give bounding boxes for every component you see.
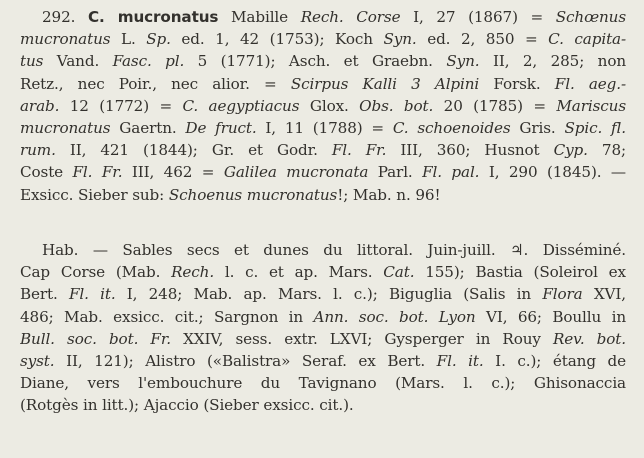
italic-citation-text: De fruct. [185,119,257,137]
italic-citation-text: Obs. bot. [359,96,434,115]
italic-citation-text: Spic. fl. [564,119,626,137]
italic-citation-text: syst. [20,352,55,370]
text-segment: Gris. [510,119,565,137]
text-segment: Hab. — Sables secs et dunes du littoral. Juin-juill. ♃. Disséminé. [42,241,626,259]
italic-citation-text: Ann. soc. bot. Lyon [313,307,476,326]
italic-citation-text: Syn. [446,52,480,71]
italic-citation-text: Fl. it. [69,285,116,304]
text-segment: 5 (1771); Asch. et Graebn. [184,52,447,71]
text-segment: 78; [587,141,626,160]
text-segment: !; Mab. n. 96! [337,185,441,204]
text-segment: I, 290 (1845). — [479,163,626,182]
habitat-line-7 [20,372,626,394]
text-segment: Bert. [20,285,69,304]
text-segment: Parl. [368,163,423,182]
italic-citation-text: Syn. [383,30,417,49]
italic-citation-text: Bull. soc. bot. Fr. [20,329,172,348]
italic-citation-text: arab. [20,96,60,115]
entry-line-5 [20,95,626,117]
italic-citation-text: mucronatus [20,30,111,49]
italic-citation-text: Rech. Corse [300,8,401,26]
italic-citation-text: Scirpus Kalli 3 Alpini [290,74,480,93]
text-segment: ed. 2, 850 = [416,30,549,49]
entry-line-2 [20,28,626,50]
text-segment: Coste [20,163,73,182]
text-segment: I. c.); étang de [483,352,626,370]
italic-citation-text: tus [20,52,44,71]
text-segment: 20 (1785) = [433,96,557,115]
italic-citation-text: Fl. Fr. [72,163,123,182]
text-segment: L. [110,30,147,49]
italic-citation-text: C. capita- [548,30,626,49]
text-segment: II, 421 (1844); Gr. et Godr. [55,141,332,160]
text-segment: Gaertn. [110,119,186,137]
entry-line-4 [20,73,626,95]
habitat-line-1 [42,239,626,261]
text-segment: III, 360; Husnot [386,141,554,160]
habitat-line-5 [20,328,626,350]
text-segment: Mabille [230,8,301,26]
italic-citation-text: mucronatus [20,119,111,137]
entry-line-8 [20,161,626,183]
text-segment: Forsk. [479,74,555,93]
italic-citation-text: Flora [542,285,583,304]
text-segment: VI, 66; Boullu in [475,307,626,326]
text-segment: (Rotgès in litt.); Ajaccio (Sieber exsicc. cit.). [20,396,354,415]
italic-citation-text: Fl. Fr. [331,141,387,160]
text-segment: 12 (1772) = [59,96,183,115]
entry-line-3 [20,50,626,72]
italic-citation-text: Fl. pal. [422,163,480,182]
italic-citation-text: Mariscus [556,96,626,115]
italic-citation-text: C. aegyptiacus [182,96,300,115]
italic-citation-text: Fl. aeg.- [554,74,626,93]
italic-citation-text: Rev. bot. [552,329,626,348]
text-segment: Retz., nec Poir., nec alior. = [20,74,291,93]
italic-citation-text: Cyp. [553,141,588,160]
habitat-line-6 [20,350,626,372]
habitat-line-2 [20,261,626,283]
text-segment: II, 121); Alistro («Balistra» Seraf. ex Bert. [54,352,437,370]
species-name: C. mucronatus [88,8,219,26]
entry-line-9 [20,184,626,206]
italic-citation-text: Cat. [383,263,415,282]
text-segment: I, 27 (1867) = [400,8,556,26]
text-segment: 486; Mab. exsicc. cit.; Sargnon in [20,307,314,326]
italic-citation-text: Rech. [171,263,215,282]
text-segment: XXIV, sess. extr. LXVI; Gysperger in Rouy [171,329,553,348]
habitat-line-8 [20,394,626,416]
text-segment: II, 2, 285; non [479,52,626,71]
text-segment: Vand. [43,52,113,71]
italic-citation-text: rum. [20,141,56,160]
entry-line-7 [20,139,626,161]
text-segment: Exsicc. Sieber sub: [20,185,169,204]
text-segment: Cap Corse (Mab. [20,263,172,282]
italic-citation-text: Galilea mucronata [223,163,369,182]
italic-citation-text: Schœnus [555,8,626,26]
text-segment: XVI, [582,285,626,304]
italic-citation-text: Schoenus mucronatus [168,185,338,204]
text-segment: ed. 1, 42 (1753); Koch [170,30,384,49]
text-segment: Diane, vers l'embouchure du Tavignano (Mars. l. c.); Ghisonaccia [20,374,626,393]
species-number: 292. [42,8,76,26]
text-segment: Glox. [299,96,360,115]
italic-citation-text: Fasc. pl. [112,52,185,71]
text-segment: III, 462 = [122,163,224,182]
italic-citation-text: Fl. it. [436,352,484,370]
text-segment: 155); Bastia (Soleirol ex [414,263,626,282]
italic-citation-text: C. schoenoides [392,119,511,137]
text-segment: I, 11 (1788) = [256,119,393,137]
text-segment: I, 248; Mab. ap. Mars. l. c.); Biguglia (Salis in [115,285,543,304]
habitat-line-3 [20,283,626,305]
text-segment: l. c. et ap. Mars. [214,263,384,282]
italic-citation-text: Sp. [146,30,171,49]
habitat-line-4 [20,306,626,328]
entry-line-1 [42,6,626,28]
entry-line-6 [20,117,626,139]
